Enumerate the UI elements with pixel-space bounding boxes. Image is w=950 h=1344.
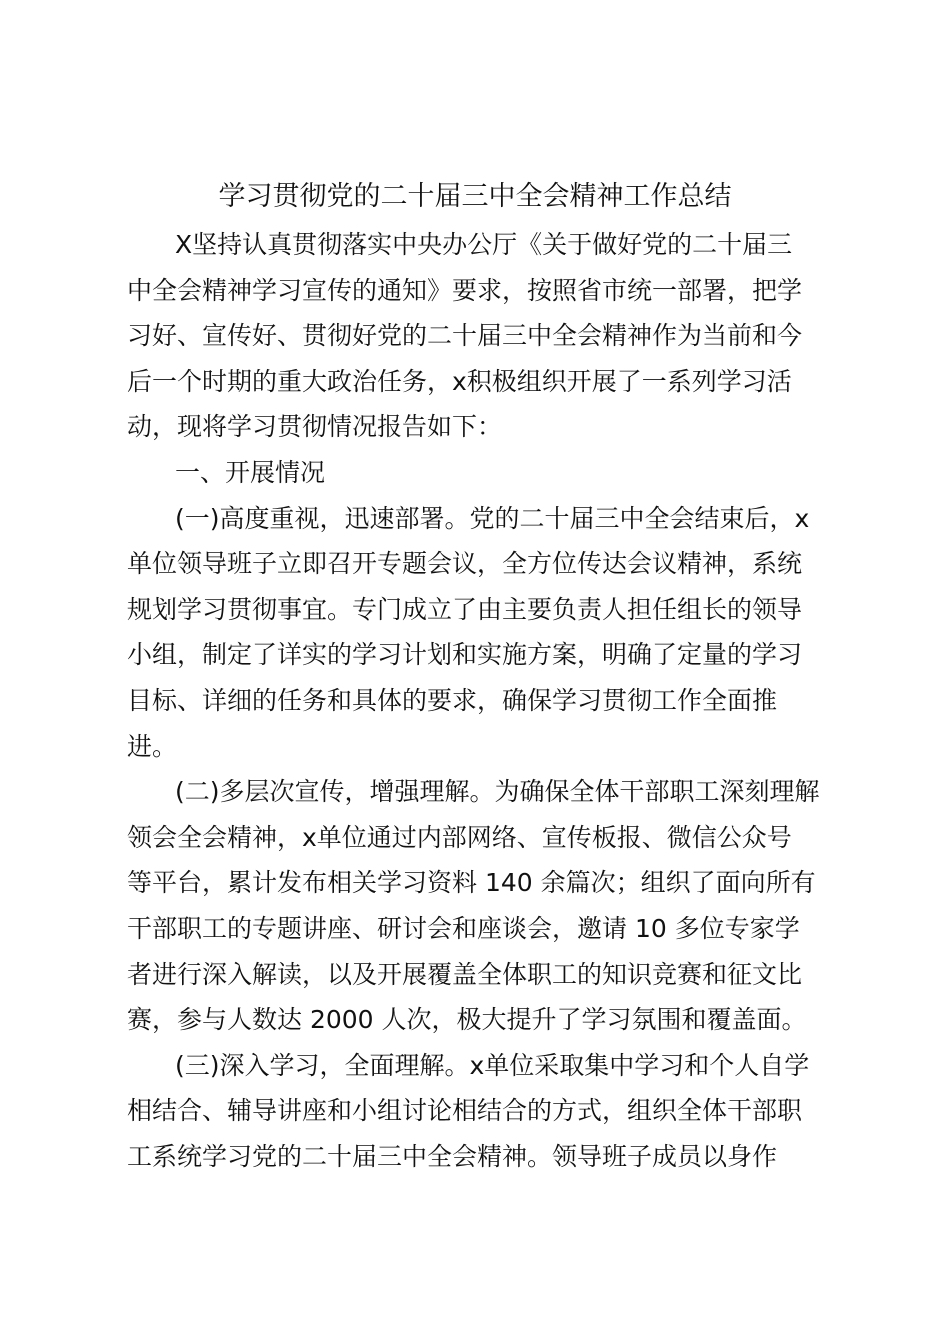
body-line: 领会全会精神，x单位通过内部网络、宣传板报、微信公众号	[127, 822, 792, 852]
body-line: 动，现将学习贯彻情况报告如下：	[127, 412, 503, 442]
body-line: 干部职工的专题讲座、研讨会和座谈会，邀请 10 多位专家学	[127, 913, 800, 943]
body-line: 进。	[127, 731, 178, 761]
body-line: 规划学习贯彻事宜。专门成立了由主要负责人担任组长的领导	[127, 594, 803, 624]
document-title: 学习贯彻党的二十届三中全会精神工作总结	[218, 181, 732, 212]
body-line: 一、开展情况	[175, 457, 326, 487]
body-line: 相结合、辅导讲座和小组讨论相结合的方式，组织全体干部职	[127, 1096, 803, 1126]
body-line: (一)高度重视，迅速部署。党的二十届三中全会结束后，x	[175, 503, 810, 533]
document-body	[127, 222, 827, 1179]
body-line: 小组，制定了详实的学习计划和实施方案，明确了定量的学习	[127, 640, 803, 670]
body-line: 习好、宣传好、贯彻好党的二十届三中全会精神作为当前和今	[127, 321, 803, 351]
body-line: X坚持认真贯彻落实中央办公厅《关于做好党的二十届三	[175, 230, 793, 259]
body-line: 赛，参与人数达 2000 人次，极大提升了学习氛围和覆盖面。	[127, 1005, 807, 1035]
body-line: (三)深入学习，全面理解。x单位采取集中学习和个人自学	[175, 1050, 810, 1080]
body-line: 者进行深入解读，以及开展覆盖全体职工的知识竞赛和征文比	[127, 959, 803, 989]
body-line: (二)多层次宣传，增强理解。为确保全体干部职工深刻理解	[175, 777, 820, 807]
body-line: 单位领导班子立即召开专题会议，全方位传达会议精神，系统	[127, 549, 803, 579]
body-line: 中全会精神学习宣传的通知》要求，按照省市统一部署，把学	[127, 275, 803, 305]
body-line: 目标、详细的任务和具体的要求，确保学习贯彻工作全面推	[127, 685, 778, 715]
body-line: 等平台，累计发布相关学习资料 140 余篇次；组织了面向所有	[127, 868, 816, 898]
body-line: 后一个时期的重大政治任务，x积极组织开展了一系列学习活	[127, 366, 792, 396]
body-line: 工系统学习党的二十届三中全会精神。领导班子成员以身作	[127, 1141, 778, 1171]
